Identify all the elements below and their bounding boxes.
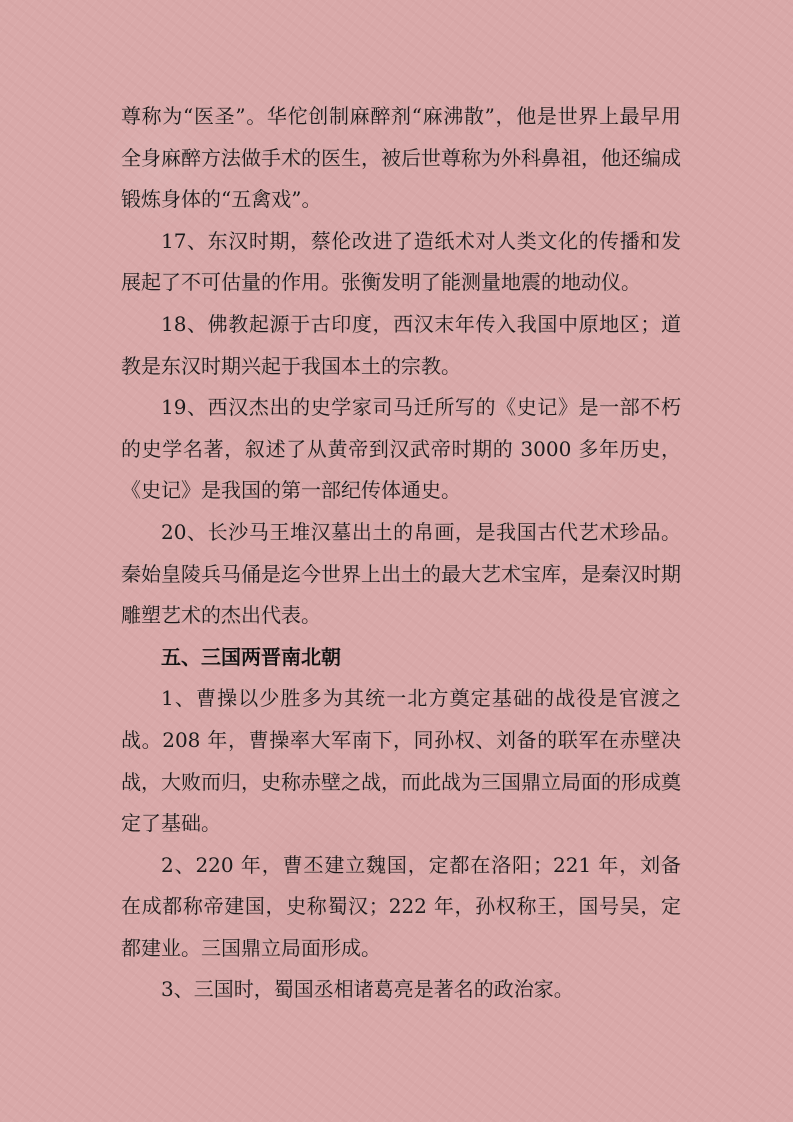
paragraph-2: 2、220 年，曹丕建立魏国，定都在洛阳；221 年，刘备在成都称帝建国，史称蜀汉；222 年，孙权称王，国号吴，定都建业。三国鼎立局面形成。 [121, 852, 681, 960]
paragraph-1: 1、曹操以少胜多为其统一北方奠定基础的战役是官渡之战。208 年，曹操率大军南下，同孙权、刘备的联军在赤壁决战，大败而归，史称赤壁之战，而此战为三国鼎立局面的形成奠定了基础。 [121, 686, 681, 836]
document-body [121, 96, 681, 1011]
paragraph-17: 17、东汉时期，蔡伦改进了造纸术对人类文化的传播和发展起了不可估量的作用。张衡发明了能测量地震的地动仪。 [121, 228, 681, 295]
paragraph-18: 18、佛教起源于古印度，西汉末年传入我国中原地区；道教是东汉时期兴起于我国本土的宗教。 [121, 311, 681, 378]
paragraph-19: 19、西汉杰出的史学家司马迁所写的《史记》是一部不朽的史学名著，叙述了从黄帝到汉武帝时期的 3000 多年历史，《史记》是我国的第一部纪传体通史。 [121, 395, 681, 503]
section-heading: 五、三国两晋南北朝 [161, 644, 341, 669]
paragraph-20: 20、长沙马王堆汉墓出土的帛画，是我国古代艺术珍品。秦始皇陵兵马俑是迄今世界上出土的最大艺术宝库，是秦汉时期雕塑艺术的杰出代表。 [121, 519, 681, 628]
paragraph-continued: 尊称为“医圣”。华佗创制麻醉剂“麻沸散”，他是世界上最早用全身麻醉方法做手术的医生，被后世尊称为外科鼻祖，他还编成锻炼身体的“五禽戏”。 [121, 104, 681, 212]
paragraph-3: 3、三国时，蜀国丞相诸葛亮是著名的政治家。 [161, 977, 574, 1002]
